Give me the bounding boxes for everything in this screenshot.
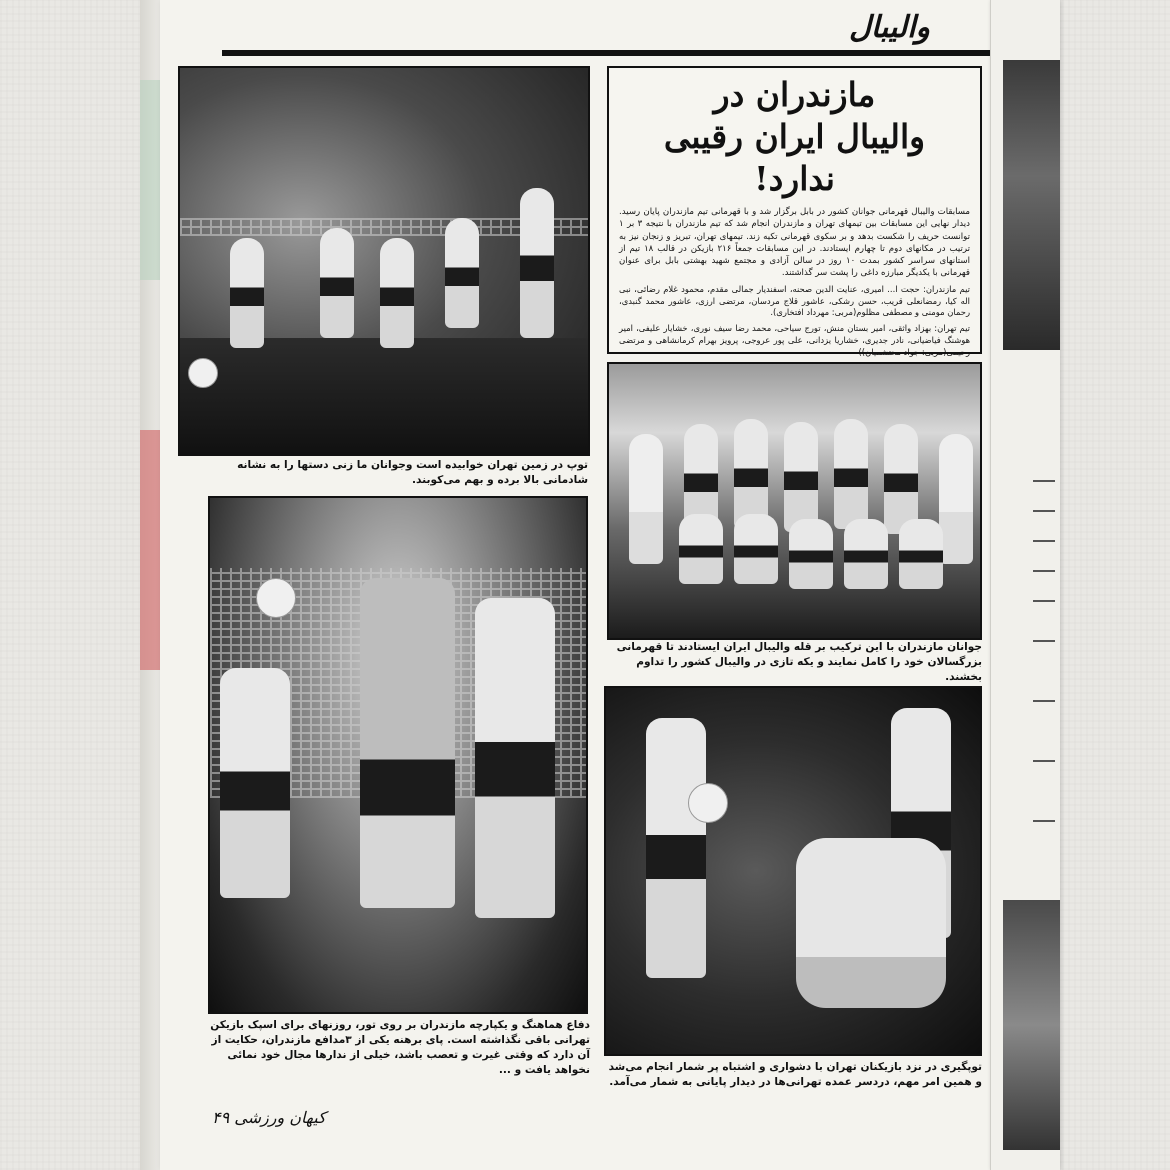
player-figure [520, 188, 554, 338]
next-page-text-line [1033, 540, 1055, 542]
player-figure [834, 419, 868, 529]
caption-bottom-left: دفاع هماهنگ و یکپارچه مازندران بر روی تور، روزنهای برای اسپک بازیکن تهرانی باقی نگذاشته است. پای برهنه یکی از ۳مدافع مازندران، حکایت از آن دارد که وقتی غیرت و تعصب باشد، خیلی از ندارها مجال خود نمائی نخواهد یافت و ... [210, 1019, 590, 1076]
roster-tehran: تیم تهران: بهزاد واثقی، امیر بستان منش، تورج سیاحی، محمد رضا سیف نوری، خشایار علیفی، امیر هوشنگ فیاضیانی، نادر جدیری، خشاریا یزدانی، علی پور عروجی، پرویز بهرام کرمانشاهی و مرتضی رحیمی(مربی: جواد محتشمیان)) [619, 323, 970, 357]
player-figure [380, 238, 414, 348]
lead-text: مسابقات والیبال قهرمانی جوانان کشور در بابل برگزار شد و با قهرمانی تیم مازندران پایان رسید. دیدار نهایی این مسابقات بین تیمهای تهران و مازندران انجام شد که تیم مازندران با نتیجه ۳ بر ۱ توانست حریف را شکست بدهد و بر سکوی قهرمانی تکیه زند. تیمهای تهران، تبریز و زنجان نیز به ترتیب در مکانهای دوم تا چهارم ایستادند. در این مسابقات جمعاً ۲۱۶ بازیکن در قالب ۱۸ تیم از استانهای سراسر کشور بمدت ۱۰ روز در سالن آزادی و مجتمع شهید بهشتی بابل برای عنوان قهرمانی با یکدیگر مبارزه داغی را پشت سر گذاشتند. [619, 207, 970, 279]
volleyball-net-celebration-photo [178, 66, 590, 456]
volleyball-icon [188, 358, 218, 388]
floor-graphic [180, 338, 588, 454]
next-page-text-line [1033, 510, 1055, 512]
section-title: والیبال [848, 10, 930, 45]
next-page-text-line [1033, 600, 1055, 602]
player-figure [220, 668, 290, 898]
caption-top-left: توپ در زمین تهران خوابیده است وجوانان ما زنی دستها را به نشانه شادمانی بالا برده و بهم می‌کوبند. [237, 459, 588, 486]
player-figure [445, 218, 479, 328]
next-page-text-line [1033, 760, 1055, 762]
prior-page-edge-red [140, 430, 162, 670]
player-figure [884, 424, 918, 534]
player-figure [844, 519, 888, 589]
volleyball-icon [256, 578, 296, 618]
roster-mazandaran: تیم مازندران: حجت ا... امیری، عنایت الدین صحنه، اسفندیار جمالی مقدم، محمود غلام رضائی، نبی اله کیا، رمضانعلی قریب، حسن رشکی، عاشور قلاج مردسان، مرتضی ارزی، عاشور محمد گنبدی، رحمان مومنی و مصطفی مظلوم(مربی: مهرداد افتخاری). [619, 283, 970, 318]
player-figure [646, 718, 706, 978]
player-figure [734, 514, 778, 584]
next-page-photo-bottom [1003, 900, 1060, 1150]
player-figure [784, 422, 818, 532]
caption-top-right: جوانان مازندران با این ترکیب بر قله والیبال ایران ایستادند تا قهرمانی بزرگسالان خود را کامل نمایند و یکه تازی در والیبال کشور را تداوم بخشند. [616, 641, 982, 683]
next-page-text-line [1033, 700, 1055, 702]
next-page-text-line [1033, 480, 1055, 482]
player-figure [475, 598, 555, 918]
team-group-photo [607, 362, 982, 640]
caption-bottom-right: توپگیری در نزد بازیکنان تهران با دشواری و اشتباه پر شمار انجام می‌شد و همین امر مهم، دردسر عمده تهرانی‌ها در دیدار پایانی به شمار می‌آمد. [608, 1061, 982, 1088]
player-figure [230, 238, 264, 348]
receiving-ball-photo [604, 686, 982, 1056]
coach-figure [629, 434, 663, 564]
player-figure [899, 519, 943, 589]
next-page-edge [990, 0, 1060, 1170]
headline-box [607, 66, 982, 357]
player-figure [796, 838, 946, 1008]
next-page-photo [1003, 60, 1060, 350]
next-page-text-line [1033, 570, 1055, 572]
headline-line-2: والیبال ایران رقیبی ندارد! [663, 117, 926, 198]
player-figure [679, 514, 723, 584]
coach-figure [939, 434, 973, 564]
next-page-text-line [1033, 820, 1055, 822]
header-rule [222, 50, 990, 56]
player-figure [734, 419, 768, 529]
player-figure [789, 519, 833, 589]
page-footer-magazine-name: کیهان ورزشی ۴۹ [212, 1108, 326, 1127]
headline-line-1: مازندران در [713, 75, 876, 114]
player-figure [360, 578, 455, 908]
volleyball-icon [688, 783, 728, 823]
player-figure [320, 228, 354, 338]
block-at-net-photo [208, 496, 588, 1014]
next-page-text-line [1033, 640, 1055, 642]
